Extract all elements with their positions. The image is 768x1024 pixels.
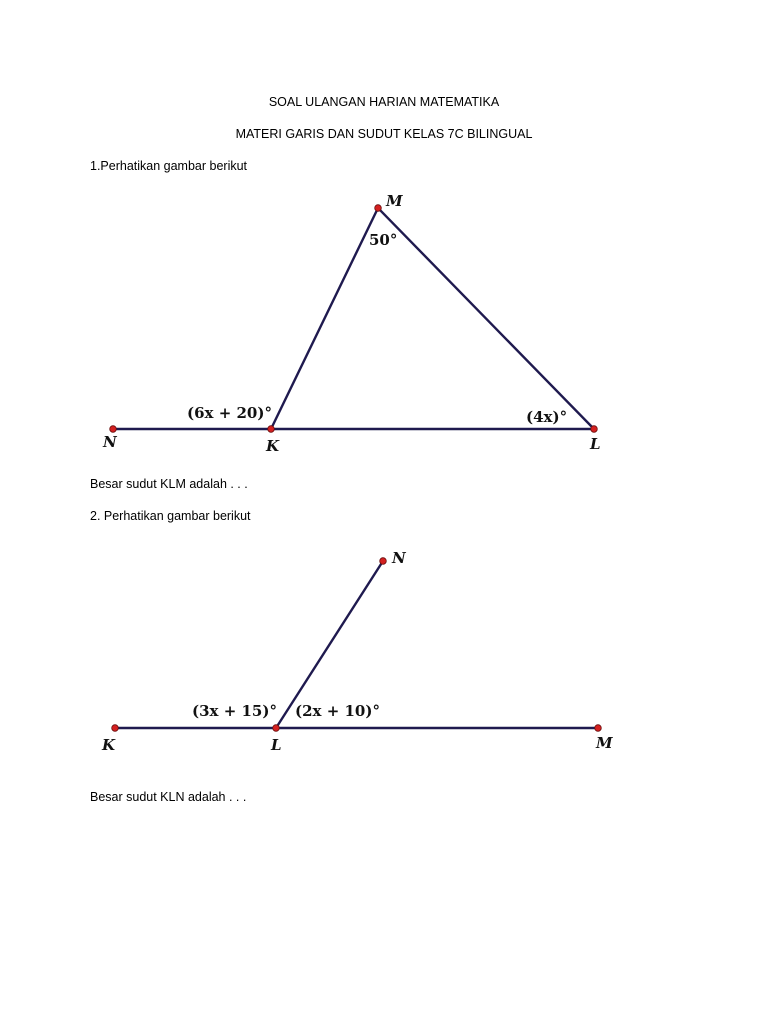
question-1-text: Besar sudut KLM adalah . . . [90,477,248,491]
angle-L-label: (4x)° [526,408,568,426]
point-L [273,725,280,732]
document-title: SOAL ULANGAN HARIAN MATEMATIKA [268,95,500,109]
label-L: L [271,736,282,754]
label-N: N [392,549,406,567]
angle-K-label: (6x + 20)° [187,404,272,422]
label-N: N [103,433,117,451]
angle-left-label: (3x + 15)° [192,702,277,720]
segment-KM [271,208,378,429]
label-K: K [266,437,280,455]
point-K [112,725,119,732]
question-1-prompt: 1.Perhatikan gambar berikut [90,159,248,173]
angle-M-label: 50° [369,231,398,249]
point-N [380,558,387,565]
point-M [595,725,602,732]
question-2-text: Besar sudut KLN adalah . . . [90,790,247,804]
point-N [110,426,117,433]
segment-ML [378,208,594,429]
figure-1-triangle [0,180,768,460]
label-M: M [596,734,613,752]
label-K: K [102,736,116,754]
question-2-prompt: 2. Perhatikan gambar berikut [90,509,251,523]
figure-2-angles [0,540,768,770]
point-K [268,426,275,433]
point-L [591,426,598,433]
angle-right-label: (2x + 10)° [295,702,380,720]
label-M: M [386,192,403,210]
point-M [375,205,382,212]
label-L: L [590,435,601,453]
document-subtitle: MATERI GARIS DAN SUDUT KELAS 7C BILINGUAL [235,127,533,141]
